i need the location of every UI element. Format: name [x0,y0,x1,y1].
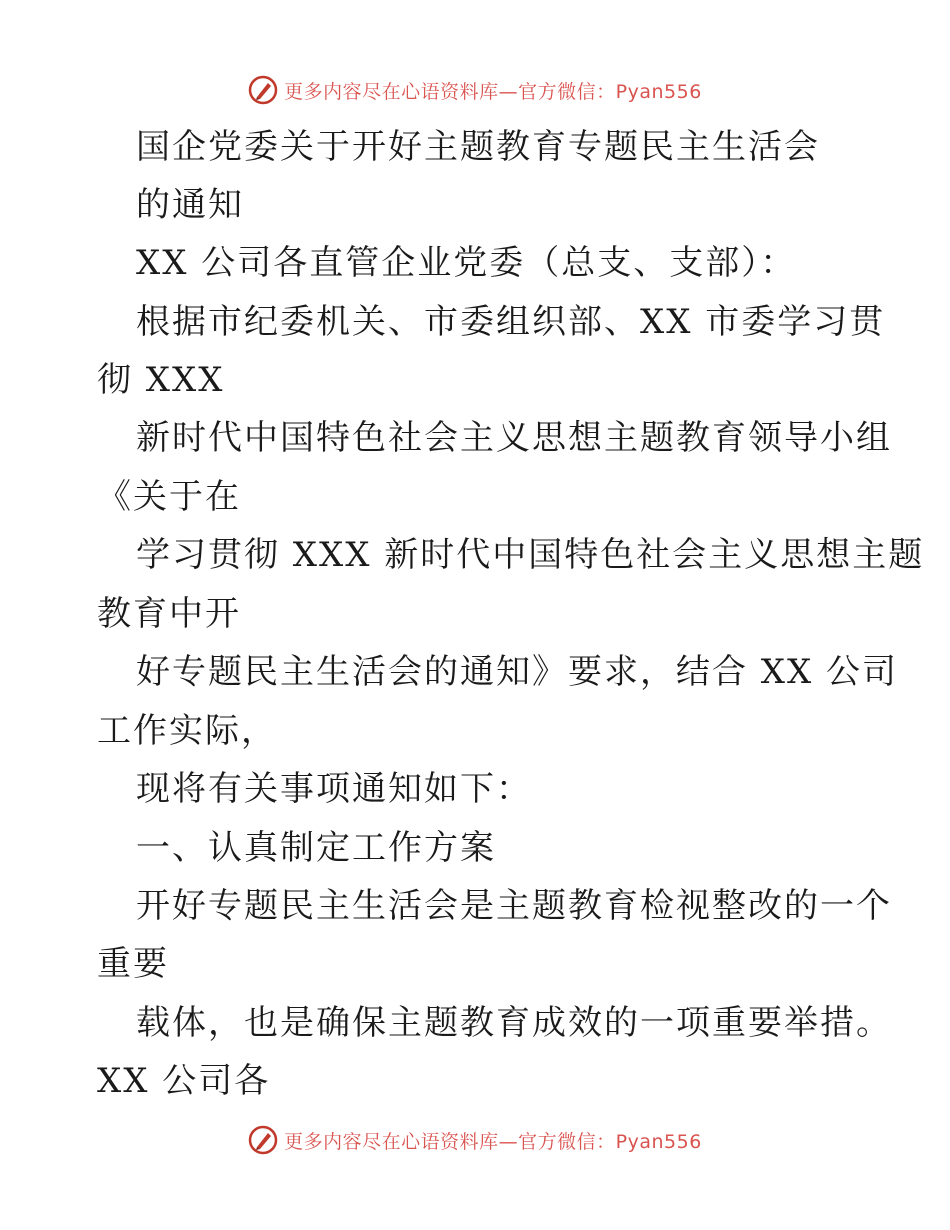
doc-paragraph-line: 学习贯彻 XXX 新时代中国特色社会主义思想主题 [136,535,925,575]
doc-paragraph-line: 根据市纪委机关、市委组织部、XX 市委学习贯 [136,302,886,342]
header-ad-banner [0,70,950,110]
doc-title-line-1: 国企党委关于开好主题教育专题民主生活会 [136,127,820,167]
doc-paragraph-line: 重要 [97,944,169,984]
doc-paragraph-line: 好专题民主生活会的通知》要求，结合 XX 公司 [136,652,899,692]
doc-salutation: XX 公司各直管企业党委（总支、支部）： [136,243,797,283]
doc-paragraph-line: 《关于在 [97,477,241,517]
doc-paragraph-line: 现将有关事项通知如下： [136,769,532,809]
doc-paragraph-line: 彻 XXX [97,360,225,400]
pen-logo-icon [248,75,278,105]
doc-paragraph-line: 开好专题民主生活会是主题教育检视整改的一个 [136,886,892,926]
doc-section-heading: 一、认真制定工作方案 [136,828,496,868]
pen-logo-icon [248,1125,278,1155]
doc-paragraph-line: 新时代中国特色社会主义思想主题教育领导小组 [136,418,892,458]
footer-ad-banner [0,1120,950,1160]
doc-paragraph-line: 工作实际， [97,711,277,751]
header-ad-text: 更多内容尽在心语资料库—官方微信：Pyan556 [284,80,702,103]
footer-ad-text: 更多内容尽在心语资料库—官方微信：Pyan556 [284,1130,702,1153]
doc-title-line-2: 的通知 [136,185,244,225]
doc-paragraph-line: 载体，也是确保主题教育成效的一项重要举措。 [136,1003,892,1043]
doc-paragraph-line: XX 公司各 [97,1061,271,1101]
doc-paragraph-line: 教育中开 [97,594,241,634]
